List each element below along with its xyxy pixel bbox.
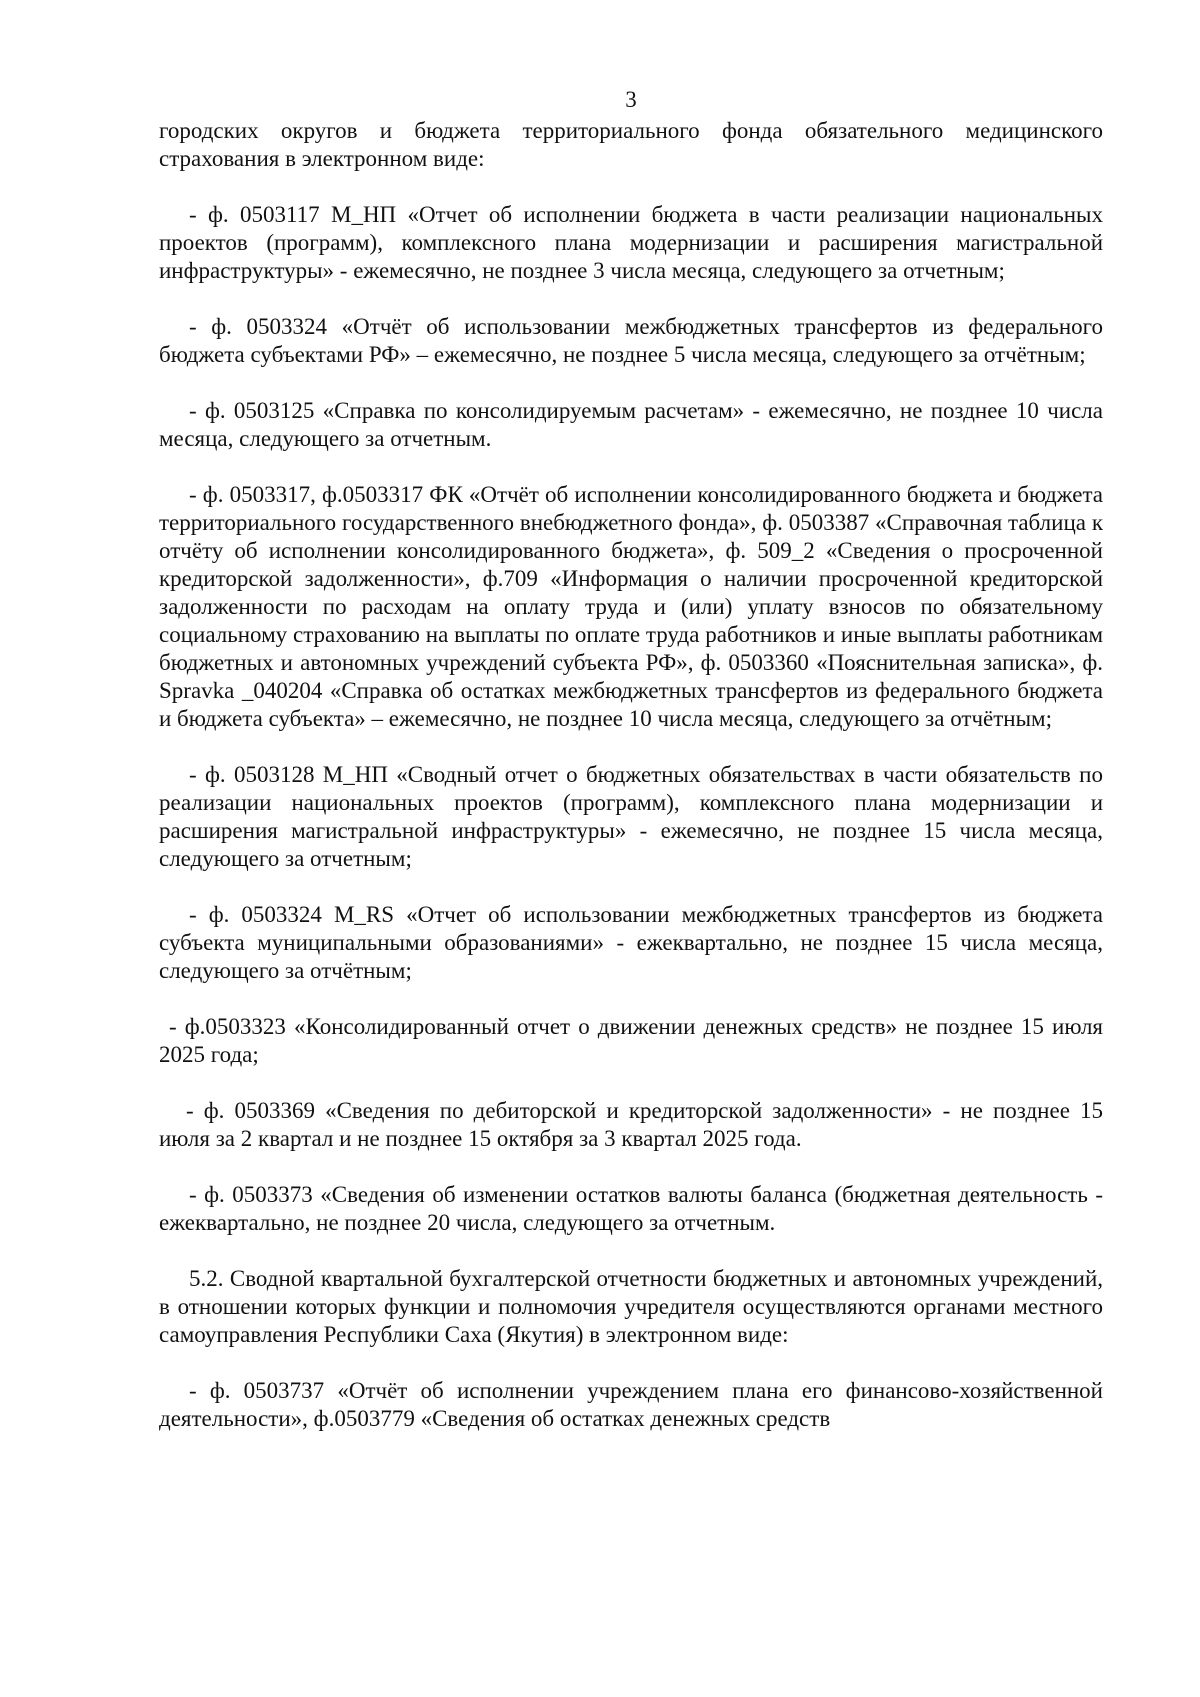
document-body [159,117,1103,1433]
paragraph-form-0503323: - ф.0503323 «Консолидированный отчет о движении денежных средств» не позднее 15 июля 2025 года; [159,1014,1103,1067]
paragraph-form-0503125: - ф. 0503125 «Справка по консолидируемым расчетам» - ежемесячно, не позднее 10 числа месяца, следующего за отчетным. [159,398,1103,451]
paragraph-form-0503117: - ф. 0503117 М_НП «Отчет об исполнении бюджета в части реализации национальных проектов (программ), комплексного плана модернизации и расширения магистральной инфраструктуры» - ежемесячно, не позднее 3 числа месяца, следующего за отчетным; [159,202,1103,283]
paragraph-form-0503128: - ф. 0503128 М_НП «Сводный отчет о бюджетных обязательствах в части обязательств по реализации национальных проектов (программ), комплексного плана модернизации и расширения магистральной инфраструктуры» - ежемесячно, не позднее 15 числа месяца, следующего за отчетным; [159,762,1103,871]
paragraph-form-0503369: - ф. 0503369 «Сведения по дебиторской и кредиторской задолженности» - не позднее 15 июля за 2 квартал и не позднее 15 октября за 3 квартал 2025 года. [159,1098,1103,1151]
paragraph-intro-continuation: городских округов и бюджета территориального фонда обязательного медицинского страхования в электронном виде: [159,118,1103,171]
paragraph-form-0503373: - ф. 0503373 «Сведения об изменении остатков валюты баланса (бюджетная деятельность - ежеквартально, не позднее 20 числа, следующего за отчетным. [159,1182,1103,1235]
paragraph-section-5-2: 5.2. Сводной квартальной бухгалтерской отчетности бюджетных и автономных учреждений, в отношении которых функции и полномочия учредителя осуществляются органами местного самоуправления Республики Саха (Якутия) в электронном виде: [159,1266,1103,1347]
paragraph-form-0503324: - ф. 0503324 «Отчёт об использовании межбюджетных трансфертов из федерального бюджета субъектами РФ» – ежемесячно, не позднее 5 числа месяца, следующего за отчётным; [159,314,1103,367]
paragraph-form-0503317: - ф. 0503317, ф.0503317 ФК «Отчёт об исполнении консолидированного бюджета и бюджета территориального государственного внебюджетного фонда», ф. 0503387 «Справочная таблица к отчёту об исполнении консолидированного бюджета», ф. 509_2 «Сведения о просроченной кредиторской задолженности», ф.709 «Информация о наличии просроченной кредиторской задолженности по расходам на оплату труда и (или) уплату взносов по обязательному социальному страхованию на выплаты по оплате труда работников и иные выплаты работникам бюджетных и автономных учреждений субъекта РФ», ф. 0503360 «Пояснительная записка», ф. Spravka _040204 «Справка об остатках межбюджетных трансфертов из федерального бюджета и бюджета субъекта» – ежемесячно, не позднее 10 числа месяца, следующего за отчётным; [159,482,1103,731]
paragraph-form-0503324-mrs: - ф. 0503324 M_RS «Отчет об использовании межбюджетных трансфертов из бюджета субъекта муниципальными образованиями» - ежеквартально, не позднее 15 числа месяца, следующего за отчётным; [159,902,1103,983]
paragraph-form-0503737: - ф. 0503737 «Отчёт об исполнении учреждением плана его финансово-хозяйственной деятельности», ф.0503779 «Сведения об остатках денежных средств [159,1378,1103,1431]
page-number: 3 [625,87,637,112]
